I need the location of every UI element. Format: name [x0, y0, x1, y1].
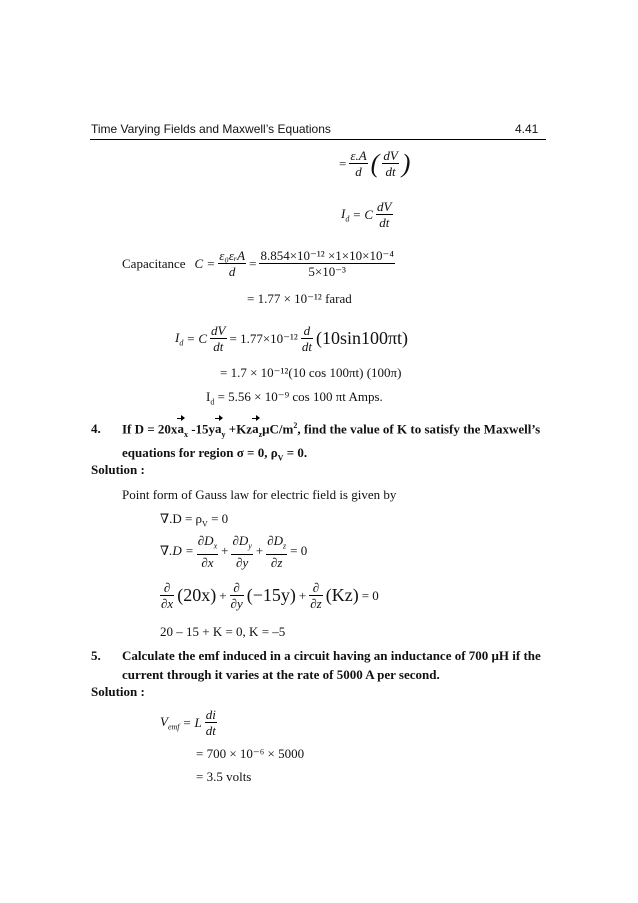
solution-5-label: Solution : [91, 684, 145, 699]
equation-current-sine: $I_d$ = C $\frac{dV}{dt}$ = 1.77×10⁻¹² $\frac{d}{dt}$ (10sin100πt) [175, 323, 409, 354]
question-5-line1: Calculate the emf induced in a circuit having an inductance of 700 μH if the [122, 648, 541, 663]
solution-4-result: 20 – 15 + K = 0, K = –5 [160, 624, 286, 639]
divergence-equation: ∇.D = $\frac{\partial D_x}{\partial x}$ + $\frac{\partial D_y}{\partial y}$ + $\frac{\partial D_z}{\partial z}$ = 0 [160, 533, 308, 570]
question-5-number: 5. [91, 648, 101, 663]
running-header-title: Time Varying Fields and Maxwell’s Equations [91, 122, 331, 136]
emf-step-2: = 3.5 volts [196, 769, 252, 784]
gauss-law-equation: $\nabla.D = \rho_V = 0$ [160, 511, 229, 529]
capacitance-result: = 1.77 × 10⁻¹² farad [247, 291, 352, 306]
equation-current-expression: = $\frac{\varepsilon.A}{d}$ ( $\frac{dV}{dt}$ ) [339, 148, 411, 179]
partial-derivative-equation: $\frac{\partial}{\partial x}$ (20x) + $\frac{\partial}{\partial y}$ (−15y) + $\frac{\partial}{\partial z}$ (Kz) = 0 [161, 580, 379, 611]
header-rule [90, 139, 546, 140]
question-4-number: 4. [91, 421, 101, 436]
page-number: 4.41 [515, 122, 539, 136]
emf-step-1: = 700 × 10⁻⁶ × 5000 [196, 746, 305, 761]
equation-current-cosine: = 1.7 × 10⁻¹²(10 cos 100πt) (100π) [220, 365, 402, 380]
eq-sign: = [339, 155, 347, 171]
question-4-line1: If $D = 20xa_x$ $-15ya_y +Kza_z\mu C/m^2$, find the value of K to satisfy the Maxwell’s [122, 421, 541, 439]
fraction-dv-dt: $\frac{dV}{dt}$ [383, 148, 398, 179]
capacitance-label: Capacitance [122, 255, 186, 271]
question-4-line2: equations for region σ = 0, $\rho_V = 0$. [122, 445, 308, 463]
emf-equation: $V_{emf}$ = L $\frac{di}{dt}$ [160, 707, 216, 738]
question-5-line2: current through it varies at the rate of 5000 A per second. [122, 667, 440, 682]
equation-current-final: $I_d = 5.56 \times 10^{-9}$ cos 100 πt Amps. [206, 389, 383, 407]
solution-4-label: Solution : [91, 462, 145, 477]
fraction-epsilon-a-over-d: $\frac{\varepsilon.A}{d}$ [350, 148, 367, 179]
solution-4-text: Point form of Gauss law for electric field is given by [122, 487, 397, 502]
equation-capacitance: Capacitance C = $\frac{\text{ε₀εᵣA}}{d}$ = $\frac{\text{8.854×10⁻¹² ×1×10×10⁻⁴}}{\text{5×10⁻³}}$ [122, 248, 394, 279]
equation-displacement-current: $I_d$ = C $\frac{dV}{dt}$ [341, 199, 392, 230]
